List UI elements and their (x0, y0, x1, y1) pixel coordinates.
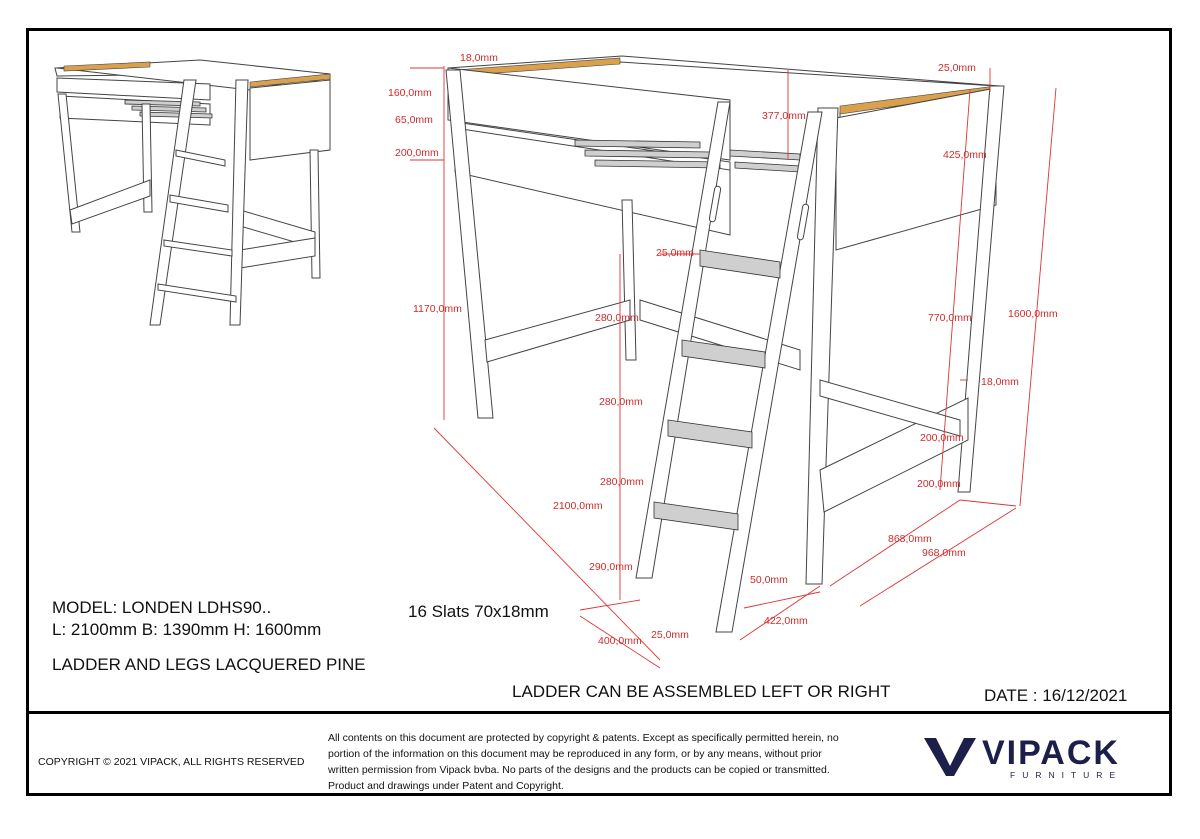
copyright-notice: COPYRIGHT © 2021 VIPACK, ALL RIGHTS RESERVED (38, 756, 305, 768)
vipack-logo (924, 736, 1139, 780)
dim-18-right: 18,0mm (981, 376, 1019, 388)
dim-1600: 1600,0mm (1008, 308, 1058, 320)
main-bed-drawing (446, 56, 1004, 632)
dim-18-top: 18,0mm (460, 52, 498, 64)
finish-note: LADDER AND LEGS LACQUERED PINE (52, 655, 366, 674)
overall-dimensions: L: 2100mm B: 1390mm H: 1600mm (52, 620, 322, 639)
dim-968: 968,0mm (922, 547, 966, 559)
dim-2100: 2100,0mm (553, 500, 603, 512)
dim-770: 770,0mm (928, 312, 972, 324)
dim-377: 377,0mm (762, 110, 806, 122)
dim-280-c: 280,0mm (600, 476, 644, 488)
dim-25-bottom: 25,0mm (651, 629, 689, 641)
dim-868: 868,0mm (888, 533, 932, 545)
brand-name: VIPACK (982, 734, 1120, 772)
dim-160: 160,0mm (388, 87, 432, 99)
dim-422: 422,0mm (764, 615, 808, 627)
vipack-logo-mark-icon (924, 736, 976, 776)
dim-280-a: 280,0mm (595, 312, 639, 324)
dim-400: 400,0mm (598, 635, 642, 647)
dim-50: 50,0mm (750, 574, 788, 586)
ladder-note: LADDER CAN BE ASSEMBLED LEFT OR RIGHT (512, 682, 891, 701)
legal-notice: All contents on this document are protected by copyright & patents. Except as specifically permitted herein, no portion of the information on this document may be reproduced in any form, or by any means, without prior written permission from Vipack bvba. No parts of the designs and the products can be copied or transmitted. Product and drawings under Patent and Copyright. (328, 732, 839, 792)
dim-25-top: 25,0mm (938, 62, 976, 74)
dim-200-r2: 200,0mm (917, 478, 961, 490)
dim-1170: 1170,0mm (413, 303, 462, 315)
dim-200-r1: 200,0mm (920, 432, 964, 444)
dim-280-b: 280,0mm (599, 396, 643, 408)
brand-subtitle: FURNITURE (1010, 770, 1123, 780)
perspective-thumbnail (55, 60, 330, 325)
dim-65: 65,0mm (395, 114, 433, 126)
slats-note: 16 Slats 70x18mm (408, 602, 549, 621)
dim-290: 290,0mm (589, 561, 633, 573)
dim-25-step: 25,0mm (656, 247, 694, 259)
dim-425: 425,0mm (943, 149, 987, 161)
model-label: MODEL: LONDEN LDHS90.. (52, 598, 272, 617)
drawing-date: DATE : 16/12/2021 (984, 686, 1128, 705)
dim-200-left: 200,0mm (395, 147, 439, 159)
